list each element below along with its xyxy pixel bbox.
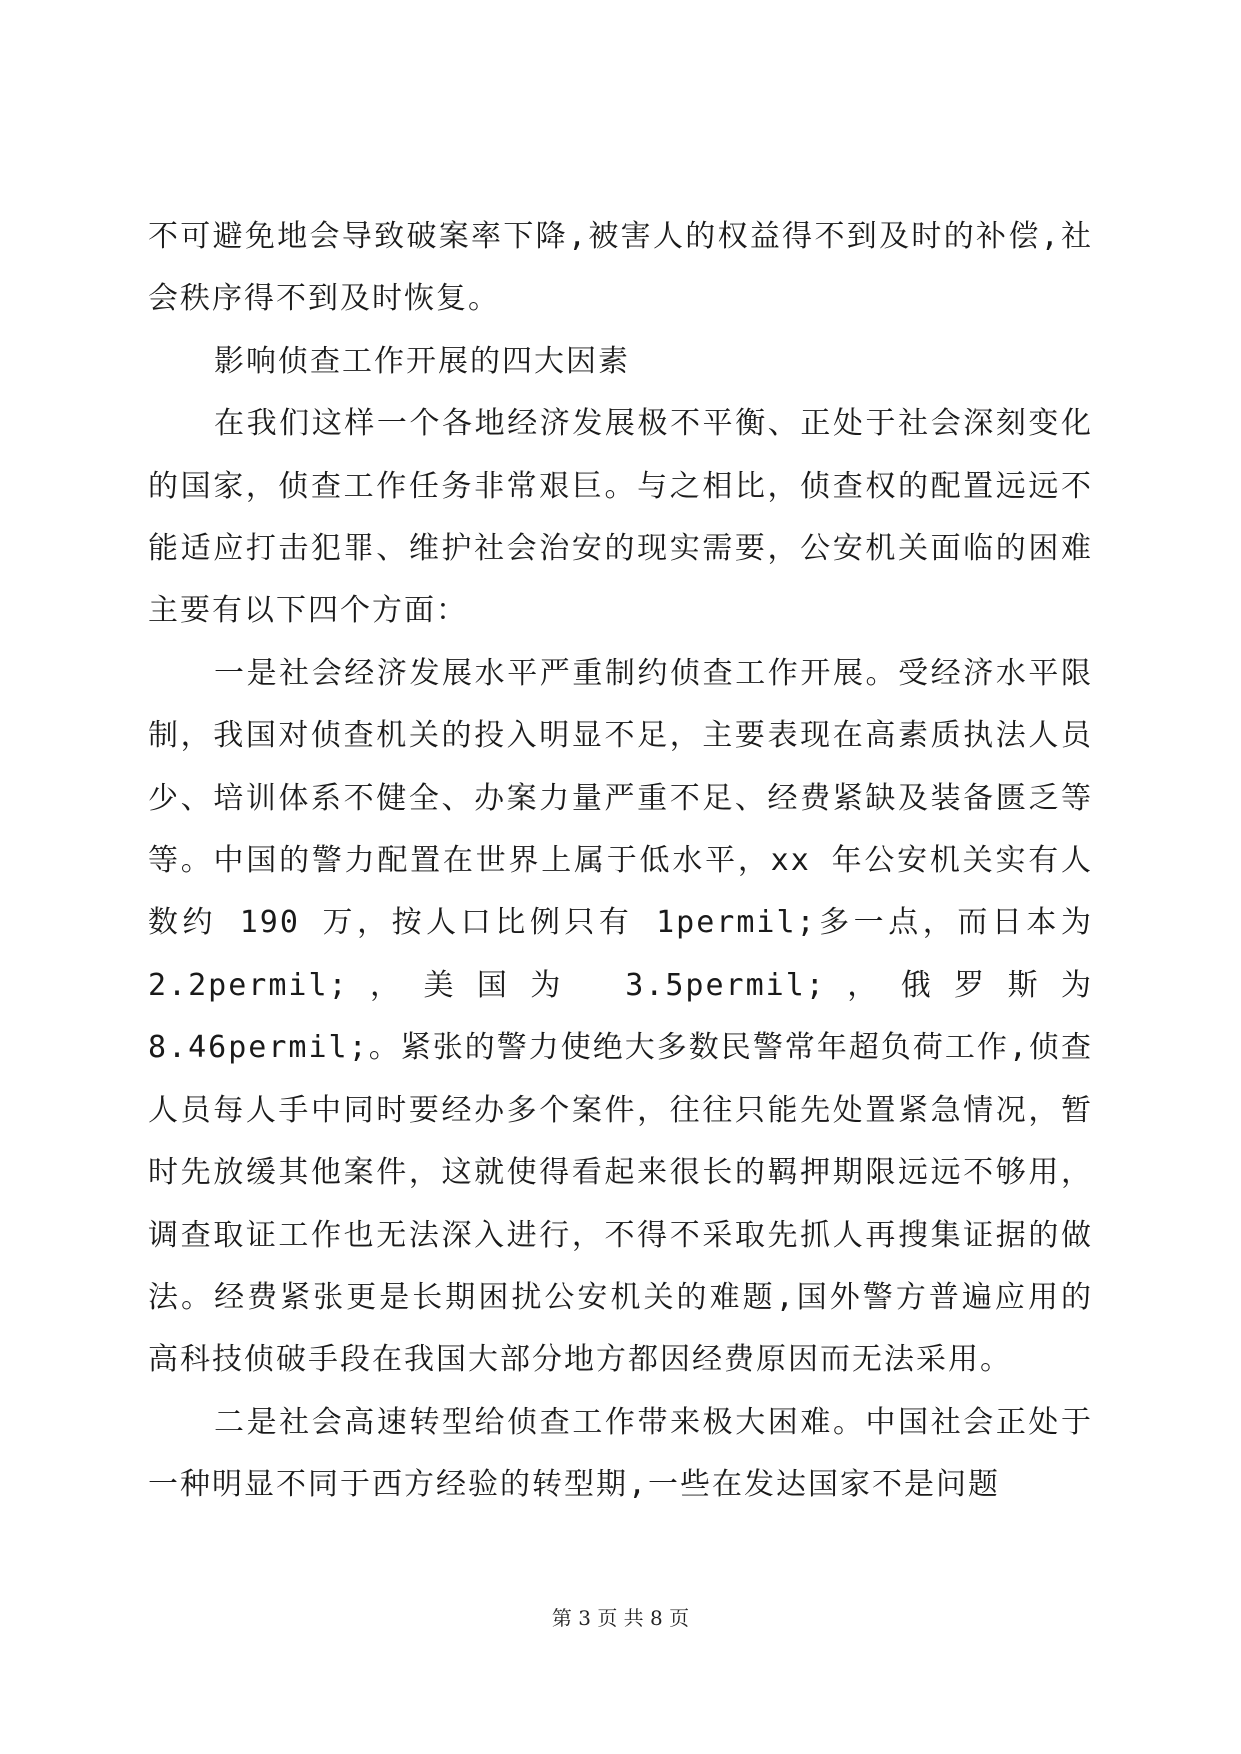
paragraph-point-two: 二是社会高速转型给侦查工作带来极大困难。中国社会正处于一种明显不同于西方经验的转型期,一些在发达国家不是问题 <box>148 1404 1093 1503</box>
paragraph-continuation: 不可避免地会导致破案率下降,被害人的权益得不到及时的补偿,社会秩序得不到及时恢复。 <box>148 219 1093 317</box>
document-body <box>148 206 1093 1517</box>
page-footer: 第 3 页 共 8 页 <box>551 1606 690 1630</box>
paragraph-point-one: 一是社会经济发展水平严重制约侦查工作开展。受经济水平限制，我国对侦查机关的投入明显不足，主要表现在高素质执法人员少、培训体系不健全、办案力量严重不足、经费紧缺及装备匮乏等等。中国的警力配置在世界上属于低水平，xx 年公安机关实有人数约 190 万，按人口比例只有 1permil;多一点，而日本为 2.2permil;，美国为 3.5permil;，俄罗斯为 8.46permil;。紧张的警力使绝大多数民警常年超负荷工作,侦查人员每人手中同时要经办多个案件，往往只能先处置紧急情况，暂时先放缓其他案件，这就使得看起来很长的羁押期限远远不够用，调查取证工作也无法深入进行，不得不采取先抓人再搜集证据的做法。经费紧张更是长期困扰公安机关的难题,国外警方普遍应用的高科技侦破手段在我国大部分地方都因经费原因而无法采用。 <box>148 655 1093 1378</box>
section-heading: 影响侦查工作开展的四大因素 <box>214 343 630 379</box>
paragraph-intro: 在我们这样一个各地经济发展极不平衡、正处于社会深刻变化的国家，侦查工作任务非常艰巨。与之相比，侦查权的配置远远不能适应打击犯罪、维护社会治安的现实需要，公安机关面临的困难主要有以下四个方面： <box>148 406 1093 629</box>
